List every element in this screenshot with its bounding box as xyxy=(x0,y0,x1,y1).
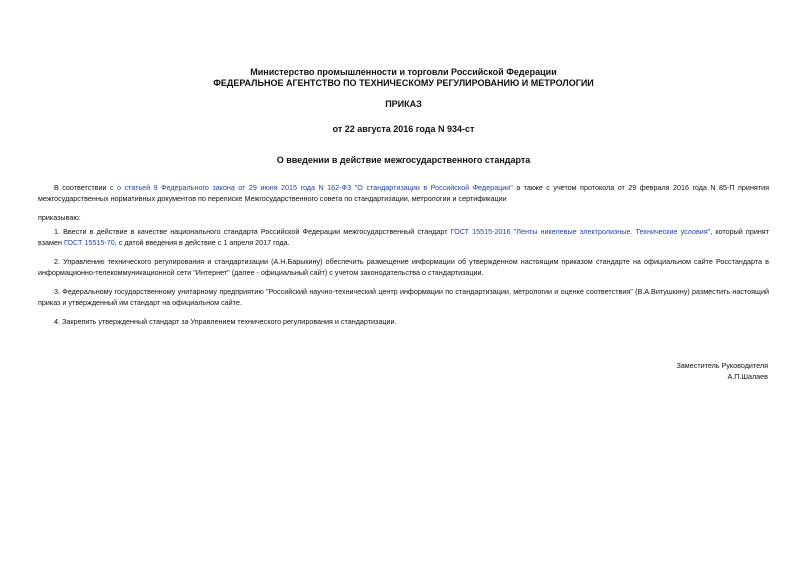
document-type: ПРИКАЗ xyxy=(385,99,422,109)
signatory-name: А.П.Шалаев xyxy=(727,372,768,381)
item-2: 2. Управлению технического регулирования и стандартизации (А.Н.Барыкину) обеспечить размещение информации об утвержденном настоящим приказом стандарте на официальном сайте Росстандарта в информационно-телекоммуникационной сети "Интернет" (далее - официальный сайт) с учетом законодательства о стандартизации. xyxy=(38,257,769,277)
federal-law-link[interactable]: о статьей 9 Федерального закона от 29 июня 2015 года N 162-ФЗ "О стандартизации в Российской Федерации" xyxy=(117,183,513,192)
document-subject: О введении в действие межгосударственного стандарта xyxy=(276,155,531,165)
item-4: 4. Закрепить утвержденный стандарт за Управлением технического регулирования и стандартизации. xyxy=(54,317,397,326)
item-3: 3. Федеральному государственному унитарному предприятию "Российский научно-технический центр информации по стандартизации, метрологии и оценке соответствия" (В.А.Витушкину) разместить настоящий приказ и утвержденный им стандарт на официальном сайте. xyxy=(38,287,769,307)
item-1-text-after: , с датой введения в действие с 1 апреля 2017 года. xyxy=(114,238,290,247)
signatory-title: Заместитель Руководителя xyxy=(676,361,768,370)
intro-paragraph xyxy=(38,182,769,204)
item-1-text-before: 1. Ввести в действие в качестве национального стандарта Российской Федерации межгосударственный стандарт xyxy=(54,227,451,236)
intro-text-before: В соответствии с xyxy=(54,183,117,192)
document-date-number: от 22 августа 2016 года N 934-ст xyxy=(332,124,475,134)
item-1 xyxy=(38,226,769,248)
ministry-name: Министерство промышленности и торговли Российской Федерации xyxy=(250,67,557,77)
agency-name: ФЕДЕРАЛЬНОЕ АГЕНТСТВО ПО ТЕХНИЧЕСКОМУ РЕГУЛИРОВАНИЮ И МЕТРОЛОГИИ xyxy=(213,78,594,88)
order-word: приказываю: xyxy=(38,213,81,222)
gost-70-link[interactable]: ГОСТ 15515-70 xyxy=(63,238,115,247)
intro-text-after: а также с учетом протокола от 29 февраля 2016 года N 85-П принятия межгосударственных нормативных документов по переписке Межгосударственного совета по стандартизации, метрологии и сертификации xyxy=(38,183,770,203)
item-1-text-middle: , который принят взамен xyxy=(38,227,769,247)
gost-2016-link[interactable]: ГОСТ 15515-2016 "Ленты никелевые электролизные. Технические условия" xyxy=(450,227,711,236)
